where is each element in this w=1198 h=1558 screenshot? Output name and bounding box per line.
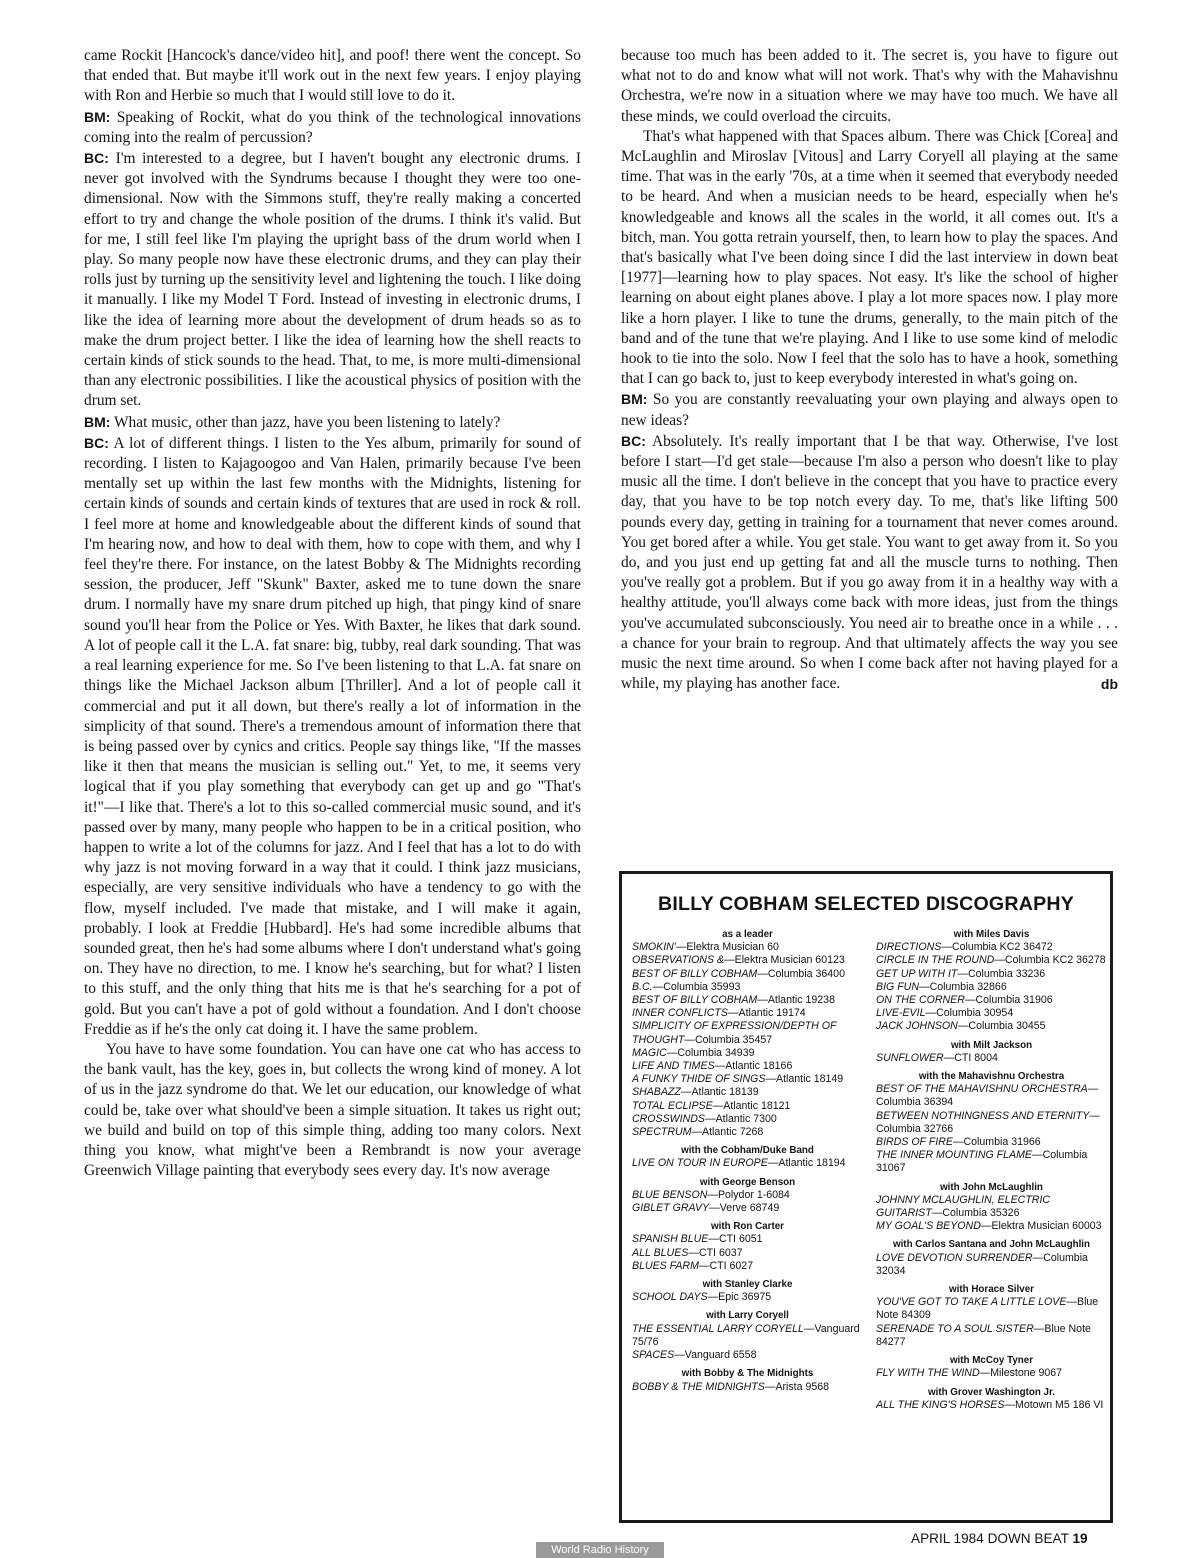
album-label: —Columbia 31966 [952, 1136, 1041, 1149]
discography-group-heading: with Larry Coryell [706, 1310, 789, 1322]
album-title: THE ESSENTIAL LARRY CORYELL [632, 1322, 804, 1335]
speaker-label: BC: [84, 434, 109, 451]
discography-entry [876, 1323, 1107, 1349]
discography-entry [632, 968, 863, 981]
album-label: —Verve 68749 [709, 1202, 780, 1215]
discography-group-heading: with McCoy Tyner [949, 1355, 1034, 1367]
album-title: CROSSWINDS [632, 1112, 705, 1125]
discography-entry [876, 1194, 1107, 1220]
discography-entry [876, 981, 1107, 994]
end-mark: db [1100, 676, 1118, 693]
album-title: LIVE-EVIL [876, 1007, 926, 1020]
album-label: —Atlantic 7268 [691, 1126, 764, 1139]
discography-entry [632, 1126, 863, 1139]
discography-entry [632, 1100, 863, 1113]
album-label: —Vanguard 6558 [674, 1349, 757, 1362]
album-title: ALL THE KING'S HORSES [876, 1398, 1005, 1411]
discography-entry [632, 1189, 863, 1202]
discography-title: BILLY COBHAM SELECTED DISCOGRAPHY [658, 893, 1074, 915]
album-title: BLUES FARM [632, 1259, 699, 1272]
paragraph-text: That's what happened with that Spaces album. There was Chick [Corea] and McLaughlin and Miroslav [Vitous] and Larry Coryell all playing at the same time. That was in the early '70s, at a time when it seemed that everybody needed to be heard. And when a musician needs to be heard, especially when he's knowledgeable and knows all the scales in the world, it all comes out. It's a bitch, man. You gotta retrain yourself, then, to learn how to play the spaces. And that's basically what I've been doing since I did the last interview in down beat [1977]—learning how to play spaces. Not easy. It's like the school of higher learning on about eight planes above. I play a lot more spaces now. I play more like a horn player. I like to tune the drums, generally, to the main pitch of the band and of the tune that we're playing. And I like to use some kind of melodic hook to tie into the solo. Now I feel that the solo has to have a hook, something that I can go back to, just to keep everybody interested in what's going on. [621, 127, 1118, 388]
article-paragraph [621, 389, 1118, 430]
paragraph-text: You have to have some foundation. You can have one cat who has access to the bank vault, has the key, goes in, but collects the wrong kind of money. A lot of us in the jazz syndrome do that. We let our education, our knowledge of what could be, take over what should've been a simple situation. It takes us right out; we build and build on top of this simple thing, adding too many colors. Next thing you know, what might've been a Rembrandt is now your average Greenwich Village painting that everybody sees every day. It's now average [84, 1040, 581, 1180]
discography-entry [632, 1323, 863, 1349]
album-title: SMOKIN' [632, 941, 676, 954]
album-title: SHABAZZ [632, 1086, 681, 1099]
discography-group-heading: with the Cobham/Duke Band [681, 1145, 814, 1157]
album-label: —Columbia 34939 [666, 1046, 755, 1059]
album-title: BOBBY & THE MIDNIGHTS [632, 1380, 765, 1393]
discography-entry [876, 1367, 1107, 1380]
album-title: SIMPLICITY OF EXPRESSION/DEPTH OF THOUGHT [632, 1020, 837, 1046]
discography-group-heading: with Carlos Santana and John McLaughlin [892, 1239, 1091, 1251]
page-footer [911, 1531, 1088, 1546]
discography-group-heading: with Miles Davis [953, 929, 1030, 940]
album-title: GET UP WITH IT [876, 967, 958, 980]
discography-entry [632, 1233, 863, 1246]
album-label: —CTI 6051 [708, 1233, 763, 1246]
album-label: —Elektra Musician 60003 [980, 1220, 1102, 1233]
album-label: —Motown M5 186 VI [1004, 1398, 1104, 1411]
footer-issue: APRIL 1984 DOWN BEAT [911, 1531, 1069, 1546]
discography-entry [632, 981, 863, 994]
album-label: —Columbia 36400 [757, 967, 845, 980]
album-title: BETWEEN NOTHINGNESS AND ETERNITY [876, 1109, 1090, 1122]
discography-entry [632, 1247, 863, 1260]
discography-group-heading: with Bobby & The Midnights [681, 1368, 814, 1380]
discography-group-heading: with Stanley Clarke [702, 1279, 793, 1291]
album-title: BEST OF BILLY COBHAM [632, 967, 758, 980]
discography-entry [632, 1349, 863, 1362]
album-title: MY GOAL'S BEYOND [876, 1220, 981, 1233]
album-label: —Blue Note 84309 [876, 1296, 1099, 1322]
discography-right-column [876, 928, 1107, 1412]
discography-entry [876, 1052, 1107, 1065]
discography-group-heading: as a leader [722, 929, 773, 940]
speaker-label: BM: [84, 108, 111, 125]
discography-entry [632, 1260, 863, 1273]
album-label: —Columbia 30455 [957, 1020, 1046, 1033]
article-paragraph [84, 46, 581, 107]
discography-entry [632, 1113, 863, 1126]
discography-entry [632, 1007, 863, 1020]
album-label: —CTI 6027 [698, 1259, 754, 1272]
discography-entry [876, 1007, 1107, 1020]
discography-entry [632, 1073, 863, 1086]
page-number: 19 [1072, 1531, 1088, 1546]
paragraph-text: came Rockit [Hancock's dance/video hit], and poof! there went the concept. So that ended that. But maybe it'll work out in the next few years. I enjoy playing with Ron and Herbie so much that I would still love to do it. [84, 47, 581, 105]
album-label: —Blue Note 84277 [876, 1322, 1091, 1348]
album-title: BIRDS OF FIRE [876, 1136, 953, 1149]
album-label: —Elektra Musician 60 [675, 941, 779, 954]
paragraph-text: A lot of different things. I listen to the Yes album, primarily for sound of recording. I listen to Kajagoogoo and Van Halen, primarily because I've been mentally set up within the last few months with the Midnights, listening for certain kinds of sounds and certain kinds of textures that are used in rock & roll. I feel more at home and knowledgeable about the different kinds of sound that I'm hearing now, and how to deal with them, how to cope with them, and why I feel they're there. For instance, on the latest Bobby & The Midnights recording session, the producer, Jeff "Skunk" Baxter, asked me to tune down the snare drum. I normally have my snare drum pitched up high, that pingy kind of snare sound you'll hear from the Police or Yes. With Baxter, he likes that dark sound. A lot of people call it the L.A. fat snare: big, tubby, real dark sounding. That was a real learning experience for me. So I've been listening to that L.A. fat snare on things like the Michael Jackson album [Thriller]. And a lot of people call it commercial and put it all down, but there's really a lot of information in the simplicity of that sound. There's a tremendous amount of information there that is being passed over by cynics and critics. People say things like, "If the masses like it then that means the musician is selling out." Yet, to me, it seems very logical that if you play something that everybody can get up and go "That's it!"—I like that. There's a lot to this so-called commercial music sound, and it's passed over by many, many people who happen to be in a critical position, who happen to write a lot of the columns for jazz. And I feel that has a lot to do with why jazz is not moving forward in a way that it could. I think jazz musicians, especially, are very sensitive individuals who have a tendency to go with the flow, myself included. I've made that mistake, and I will make it again, probably. I look at Freddie [Hubbard]. He's had some incredible albums that sounded great, then he's had some albums where I don't understand what's going on. They have no direction, to me. I know he's searching, but for what? I listen to this stuff, and the only thing that hits me is that he's searching for a pot of gold. But you can't have a pot of gold without a foundation. And I don't choose Freddie as if he's the only cat doing it. I have the same problem. [84, 434, 581, 1038]
album-title: SUNFLOWER [876, 1051, 944, 1064]
album-title: LIFE AND TIMES [632, 1060, 715, 1073]
album-label: —Polydor 1-6084 [707, 1188, 790, 1201]
discography-entry [632, 1291, 863, 1304]
album-title: LOVE DEVOTION SURRENDER [876, 1251, 1033, 1264]
discography-entry [876, 1149, 1107, 1175]
album-label: —Columbia 31906 [964, 994, 1053, 1007]
article-paragraph [84, 107, 581, 148]
paragraph-text: So you are constantly reevaluating your own playing and always open to new ideas? [621, 391, 1118, 429]
article-paragraph [621, 127, 1118, 390]
album-title: SPANISH BLUE [632, 1233, 709, 1246]
album-title: BLUE BENSON [632, 1188, 708, 1201]
album-title: SERENADE TO A SOUL SISTER [876, 1322, 1034, 1335]
speaker-label: BC: [84, 150, 109, 167]
album-label: —Atlantic 18194 [767, 1157, 846, 1170]
discography-group-heading: with Milt Jackson [950, 1039, 1033, 1051]
discography-entry [632, 1086, 863, 1099]
album-label: —Columbia 36394 [876, 1083, 1099, 1109]
discography-entry [876, 1020, 1107, 1033]
discography-entry [876, 968, 1107, 981]
album-label: —Columbia 30954 [925, 1007, 1014, 1020]
album-label: —Columbia 32034 [876, 1251, 1088, 1277]
album-label: —Columbia KC2 36472 [941, 941, 1053, 954]
discography-group-heading: with Ron Carter [711, 1221, 784, 1233]
album-title: A FUNKY THIDE OF SINGS [632, 1073, 766, 1086]
album-title: FLY WITH THE WIND [876, 1367, 980, 1380]
article-paragraph [84, 1040, 581, 1181]
discography-group-heading: with the Mahavishnu Orchestra [918, 1071, 1065, 1083]
album-label: —Columbia 33236 [957, 967, 1046, 980]
album-label: —Atlantic 18166 [714, 1060, 793, 1073]
album-title: YOU'VE GOT TO TAKE A LITTLE LOVE [876, 1296, 1067, 1309]
album-title: CIRCLE IN THE ROUND [876, 954, 995, 967]
article-paragraph [84, 412, 581, 433]
paragraph-text: What music, other than jazz, have you been listening to lately? [114, 413, 501, 431]
watermark: World Radio History [536, 1542, 664, 1558]
discography-entry [632, 941, 863, 954]
album-label: —Milestone 9067 [979, 1367, 1063, 1380]
discography-entry [632, 994, 863, 1007]
discography-entry [876, 1399, 1107, 1412]
album-title: INNER CONFLICTS [632, 1007, 728, 1020]
album-label: —CTI 8004 [943, 1051, 998, 1064]
paragraph-text: Absolutely. It's really important that I be that way. Otherwise, I've lost before I start—I'd get stale—because I'm also a person who doesn't like to play music all the time. I don't believe in the concept that you have to practice every day, that you have to be top notch every day. To me, that's like lifting 500 pounds every day, getting in training for a tournament that never comes around. You get bored after a while. You get stale. You want to get away from it. So you do, and you just end up getting fat and all the muscle turns to nothing. Then you've really got a problem. But if you go away from it in a healthy way with a healthy attitude, you'll always come back with more ideas, just from the things you've accumulated subconsciously. You need air to breathe once in a while . . . a chance for your brain to regroup. And that ultimately affects the way you see music the next time around. So when I come back after not having played for a while, my playing has another face. [621, 432, 1118, 693]
album-label: —Atlantic 19238 [757, 994, 835, 1007]
album-title: B.C. [632, 980, 653, 993]
speaker-label: BM: [621, 391, 648, 408]
article-paragraph [621, 431, 1118, 695]
discography-box [619, 871, 1113, 1523]
discography-group-heading: with Horace Silver [949, 1284, 1034, 1296]
album-label: —Columbia 35326 [931, 1207, 1020, 1220]
discography-group-heading: with Grover Washington Jr. [927, 1386, 1055, 1398]
album-title: OBSERVATIONS & [632, 954, 725, 967]
album-title: ALL BLUES [632, 1246, 689, 1259]
discography-entry [632, 1047, 863, 1060]
discography-entry [632, 1202, 863, 1215]
album-title: ON THE CORNER [876, 994, 965, 1007]
article-paragraph [621, 46, 1118, 127]
discography-entry [876, 1220, 1107, 1233]
discography-left-column [632, 928, 863, 1394]
album-label: —CTI 6037 [688, 1246, 743, 1259]
speaker-label: BC: [621, 432, 646, 449]
discography-entry [632, 1060, 863, 1073]
discography-entry [876, 1296, 1107, 1322]
article-right-column [621, 46, 1118, 695]
album-title: MAGIC [632, 1046, 667, 1059]
album-title: DIRECTIONS [876, 941, 942, 954]
paragraph-text: Speaking of Rockit, what do you think of the technological innovations coming into the realm of percussion? [84, 108, 581, 146]
album-label: —Atlantic 18139 [680, 1086, 759, 1099]
discography-entry [876, 1110, 1107, 1136]
album-label: —Vanguard 75/76 [632, 1322, 860, 1348]
album-title: GIBLET GRAVY [632, 1202, 710, 1215]
speaker-label: BM: [84, 413, 111, 430]
album-title: THE INNER MOUNTING FLAME [876, 1149, 1032, 1162]
discography-entry [876, 941, 1107, 954]
album-title: JACK JOHNSON [876, 1020, 958, 1033]
album-label: —Arista 9568 [764, 1380, 830, 1393]
album-label: —Columbia 32866 [918, 980, 1007, 993]
album-label: —Columbia 32766 [876, 1109, 1100, 1135]
discography-group-heading: with John McLaughlin [940, 1181, 1043, 1193]
discography-entry [632, 1020, 863, 1046]
album-title: LIVE ON TOUR IN EUROPE [632, 1157, 768, 1170]
paragraph-text: I'm interested to a degree, but I haven't bought any electronic drums. I never got involved with the Syndrums because I thought they were too one-dimensional. Now with the Simmons stuff, they're really making a concerted effort to try and change the whole position of the drums. I think it's valid. But for me, I still feel like I'm playing the upright bass of the drum world when I play. So many people now have these electronic drums, and they can play their rolls just by turning up the sensitivity level and lightening the touch. I like doing it manually. I like my Model T Ford. Instead of investing in electronic drums, I like the idea of learning more about the development of drum heads so as to make the drum project better. I like the idea of learning how the shell reacts to certain kinds of stick sounds to the head. That, to me, is more multi-dimensional than any electronic possibilities. I like the acoustical physics of position with the drum set. [84, 150, 581, 410]
album-title: TOTAL ECLIPSE [632, 1099, 713, 1112]
album-label: —Columbia 35457 [684, 1033, 773, 1046]
discography-group-heading: with George Benson [699, 1176, 796, 1188]
album-label: —Columbia 35993 [652, 980, 741, 993]
article-paragraph [84, 148, 581, 412]
album-title: JOHNNY MCLAUGHLIN, ELECTRIC GUITARIST [876, 1193, 1051, 1220]
discography-entry [632, 954, 863, 967]
paragraph-text: because too much has been added to it. The secret is, you have to figure out what not to do and know what will not work. That's why with the Mahavishnu Orchestra, we're now in a situation where we may have too much. We have all these minds, we could overload the circuits. [621, 47, 1118, 125]
article-left-column [84, 46, 581, 1181]
album-label: —Atlantic 18121 [712, 1099, 791, 1112]
discography-entry [632, 1157, 863, 1170]
album-label: —Atlantic 18149 [765, 1073, 844, 1086]
album-title: SPECTRUM [632, 1126, 692, 1139]
album-label: —Atlantic 19174 [727, 1007, 806, 1020]
album-label: —Epic 36975 [707, 1291, 772, 1304]
album-label: —Columbia 31067 [876, 1149, 1088, 1175]
article-paragraph [84, 433, 581, 1040]
discography-entry [876, 1136, 1107, 1149]
album-title: BEST OF BILLY COBHAM [632, 994, 758, 1007]
discography-entry [876, 1083, 1107, 1109]
discography-entry [876, 994, 1107, 1007]
album-label: —Elektra Musician 60123 [724, 954, 845, 967]
album-title: SPACES [632, 1349, 675, 1362]
album-label: —Atlantic 7300 [704, 1112, 777, 1125]
discography-entry [632, 1381, 863, 1394]
album-title: SCHOOL DAYS [632, 1291, 708, 1304]
album-title: BIG FUN [876, 980, 919, 993]
discography-entry [876, 954, 1107, 967]
album-title: BEST OF THE MAHAVISHNU ORCHESTRA [876, 1083, 1088, 1096]
album-label: —Columbia KC2 36278 [994, 954, 1106, 967]
discography-entry [876, 1252, 1107, 1278]
